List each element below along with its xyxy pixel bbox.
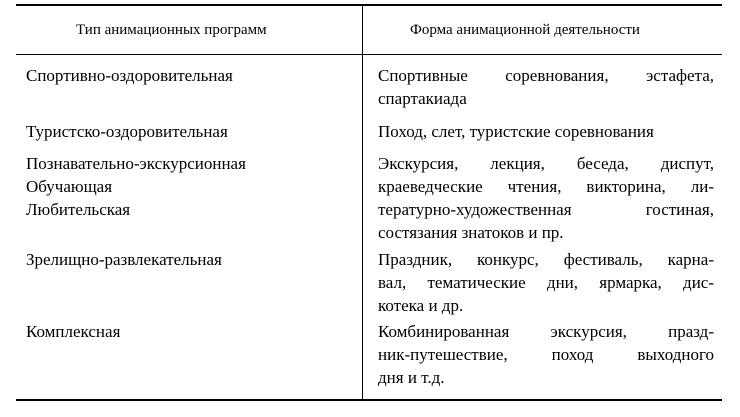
activity-form-line: дня и т.д. [378,368,445,387]
activity-form-line: Экскурсия, лекция, беседа, диспут, [378,154,714,173]
activity-form-line: Поход, слет, туристские соревнования [378,122,654,141]
table-header-rule [16,54,722,55]
program-type-cell [26,248,356,271]
activity-form-cell [378,64,714,110]
program-type: Обучающая [26,177,113,196]
activity-form-cell [378,152,714,244]
activity-form-line: краеведческие чтения, викторина, ли- [378,177,714,196]
header-program-type: Тип анимационных программ [76,22,267,38]
activity-form-line: спартакиада [378,89,467,108]
activity-form-line: Спортивные соревнования, эстафета, [378,66,714,85]
program-type: Познавательно-экскурсионная [26,154,246,173]
activity-form-cell [378,120,714,143]
program-type-cell [26,64,356,87]
program-type: Любительская [26,200,131,219]
table-top-rule [16,4,722,6]
activity-form-line: состязания знатоков и пр. [378,223,564,242]
program-type: Туристско-оздоровительная [26,122,228,141]
program-type: Спортивно-оздоровительная [26,66,233,85]
program-type: Комплексная [26,322,121,341]
program-type: Зрелищно-развлекательная [26,250,222,269]
activity-form-line: котека и др. [378,296,464,315]
activity-form-line: тературно-художественная гостиная, [378,200,714,219]
program-type-cell [26,120,356,143]
activity-form-cell [378,320,714,389]
activity-form-cell [378,248,714,317]
program-type-cell [26,152,356,221]
activity-form-line: вал, тематические дни, ярмарка, дис- [378,273,714,292]
program-type-cell [26,320,356,343]
activity-form-line: ник-путешествие, поход выходного [378,345,714,364]
header-activity-form: Форма анимационной деятельности [410,22,640,38]
activity-form-line: Комбинированная экскурсия, празд- [378,322,714,341]
column-divider [362,4,363,401]
activity-form-line: Праздник, конкурс, фестиваль, карна- [378,250,714,269]
table-bottom-rule [16,399,722,401]
